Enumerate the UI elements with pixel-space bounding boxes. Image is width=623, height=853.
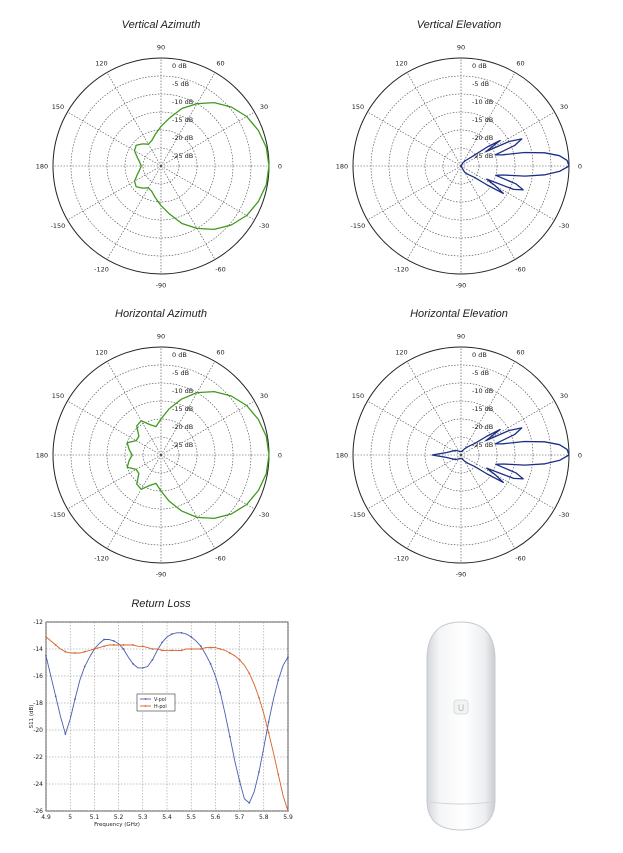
return-loss-point (229, 736, 231, 738)
return-loss-x-tick: 5.6 (210, 814, 221, 821)
polar-angle-label: 150 (51, 103, 65, 111)
return-loss-y-tick: -26 (33, 808, 43, 815)
polar-db-label: -15 dB (472, 116, 494, 124)
polar-angle-label: 90 (156, 43, 166, 52)
return-loss-y-tick: -18 (33, 700, 43, 707)
return-loss-point (171, 633, 173, 635)
polar-angle-label: 120 (395, 348, 408, 357)
polar-angle-label: -150 (50, 511, 66, 519)
polar-angle-label: -60 (515, 265, 526, 274)
polar-db-label: -10 dB (172, 98, 194, 106)
polar-db-label: 0 dB (172, 62, 187, 70)
legend-marker (145, 698, 147, 700)
polar-angle-label: 150 (51, 392, 65, 400)
polar-db-label: -5 dB (172, 369, 190, 377)
polar-angle-label: -150 (350, 222, 366, 230)
polar-db-label: 0 dB (472, 351, 487, 359)
return-loss-point (239, 659, 241, 661)
return-loss-point (113, 640, 115, 642)
return-loss-point (103, 645, 105, 647)
return-loss-point (268, 721, 270, 723)
polar-spoke (107, 166, 161, 260)
polar-angle-label: -120 (394, 265, 409, 274)
polar-spoke (367, 166, 461, 220)
polar-db-label: 0 dB (172, 351, 187, 359)
return-loss-point (55, 644, 57, 646)
polar-angle-label: 90 (456, 43, 466, 52)
return-loss-xlabel: Frequency (GHz) (94, 822, 140, 828)
polar-angle-label: -120 (94, 554, 109, 563)
return-loss-point (277, 774, 279, 776)
polar-angle-label: 180 (35, 451, 49, 460)
return-loss-point (64, 651, 66, 653)
return-loss-x-tick: 4.9 (41, 814, 51, 821)
return-loss-y-tick: -12 (33, 619, 43, 626)
polar-db-label: -20 dB (472, 134, 494, 142)
polar-angle-label: -30 (258, 222, 270, 230)
horizontal-azimuth-title: Horizontal Azimuth (115, 308, 207, 320)
polar-db-label: -25 dB (472, 152, 494, 160)
return-loss-point (219, 691, 221, 693)
return-loss-point (229, 652, 231, 654)
polar-spoke (67, 112, 161, 166)
return-loss-point (277, 679, 279, 681)
polar-angle-label: 90 (156, 332, 166, 341)
polar-angle-label: 60 (516, 348, 525, 357)
polar-spoke (407, 455, 461, 549)
polar-db-label: -15 dB (172, 405, 194, 413)
polar-db-label: -20 dB (172, 134, 194, 142)
polar-angle-label: 150 (351, 103, 365, 111)
return-loss-y-tick: -22 (33, 754, 43, 761)
return-loss-point (45, 655, 47, 657)
return-loss-x-tick: 5.3 (138, 814, 148, 821)
polar-angle-label: 120 (395, 59, 408, 68)
return-loss-point (287, 810, 289, 812)
polar-angle-label: -60 (215, 554, 226, 563)
polar-spoke (67, 166, 161, 220)
return-loss-point (123, 644, 125, 646)
return-loss-point (132, 644, 134, 646)
return-loss-point (152, 648, 154, 650)
return-loss-point (152, 659, 154, 661)
vertical-azimuth-title: Vertical Azimuth (121, 19, 201, 31)
return-loss-point (239, 780, 241, 782)
return-loss-point (84, 666, 86, 668)
return-loss-point (74, 698, 76, 700)
polar-db-label: -10 dB (172, 387, 194, 395)
polar-angle-label: 30 (559, 392, 569, 400)
polar-angle-label: 0 (577, 451, 583, 460)
polar-db-label: -5 dB (172, 80, 190, 88)
return-loss-point (64, 733, 66, 735)
polar-spoke (367, 455, 461, 509)
polar-angle-label: -30 (558, 511, 570, 519)
return-loss-point (45, 636, 47, 638)
return-loss-point (248, 802, 250, 804)
return-loss-point (161, 649, 163, 651)
polar-db-label: 0 dB (472, 62, 487, 70)
return-loss-y-tick: -24 (33, 781, 43, 788)
return-loss-point (268, 732, 270, 734)
polar-angle-label: 90 (456, 332, 466, 341)
return-loss-y-tick: -20 (33, 727, 43, 734)
polar-angle-label: -60 (215, 265, 226, 274)
polar-angle-label: 180 (335, 162, 349, 171)
legend-label: H-pol (154, 704, 167, 710)
polar-angle-label: -90 (155, 570, 167, 579)
return-loss-x-tick: 5.9 (283, 814, 293, 821)
antenna-device-image (423, 620, 499, 832)
return-loss-legend (137, 694, 175, 711)
polar-angle-label: 120 (95, 59, 108, 68)
return-loss-x-tick: 5.4 (162, 814, 172, 821)
return-loss-point (210, 663, 212, 665)
return-loss-point (258, 697, 260, 699)
polar-db-label: -10 dB (472, 98, 494, 106)
polar-angle-label: 60 (216, 348, 225, 357)
return-loss-point (258, 771, 260, 773)
polar-spoke (67, 401, 161, 455)
return-loss-point (123, 648, 125, 650)
polar-angle-label: -120 (94, 265, 109, 274)
polar-angle-label: 150 (351, 392, 365, 400)
polar-angle-label: -150 (350, 511, 366, 519)
polar-angle-label: 60 (216, 59, 225, 68)
polar-spoke (161, 166, 255, 220)
return-loss-x-tick: 5.2 (113, 814, 124, 821)
polar-plot-0 (36, 44, 282, 290)
horizontal-elevation-title: Horizontal Elevation (410, 308, 508, 320)
polar-db-label: -25 dB (172, 441, 194, 449)
return-loss-point (94, 648, 96, 650)
polar-angle-label: 0 (277, 162, 283, 171)
return-loss-chart (29, 619, 293, 828)
return-loss-y-tick: -16 (33, 673, 43, 680)
return-loss-x-tick: 5.8 (259, 814, 269, 821)
return-loss-point (210, 647, 212, 649)
return-loss-point (287, 656, 289, 658)
polar-angle-label: -90 (155, 281, 167, 290)
polar-spoke (407, 361, 461, 455)
polar-angle-label: -60 (515, 554, 526, 563)
polar-angle-label: 60 (516, 59, 525, 68)
polar-db-label: -5 dB (472, 80, 490, 88)
return-loss-point (248, 672, 250, 674)
polar-db-label: -25 dB (472, 441, 494, 449)
legend-marker (145, 705, 147, 707)
return-loss-point (190, 636, 192, 638)
polar-angle-label: 0 (277, 451, 283, 460)
polar-angle-label: -30 (558, 222, 570, 230)
return-loss-point (181, 649, 183, 651)
return-loss-y-tick: -14 (33, 646, 43, 653)
polar-db-label: -20 dB (472, 423, 494, 431)
polar-db-label: -15 dB (172, 116, 194, 124)
polar-db-label: -25 dB (172, 152, 194, 160)
polar-angle-label: -150 (50, 222, 66, 230)
polar-angle-label: 0 (577, 162, 583, 171)
return-loss-x-tick: 5.5 (186, 814, 196, 821)
return-loss-point (84, 651, 86, 653)
polar-spoke (461, 166, 555, 220)
polar-db-label: -10 dB (472, 387, 494, 395)
return-loss-point (200, 645, 202, 647)
return-loss-ylabel: S11 (dB) (29, 704, 35, 729)
polar-spoke (461, 455, 555, 509)
polar-angle-label: -90 (455, 570, 467, 579)
polar-angle-label: 30 (259, 392, 269, 400)
vertical-elevation-title: Vertical Elevation (416, 19, 502, 31)
device-logo-icon: U (457, 704, 465, 714)
polar-angle-label: 120 (95, 348, 108, 357)
polar-spoke (407, 72, 461, 166)
polar-plot-3 (336, 333, 582, 579)
return-loss-point (181, 632, 183, 634)
polar-spoke (107, 72, 161, 166)
polar-angle-label: 30 (559, 103, 569, 111)
return-loss-point (200, 648, 202, 650)
polar-angle-label: 180 (335, 451, 349, 460)
return-loss-point (161, 641, 163, 643)
return-loss-x-tick: 5.7 (234, 814, 245, 821)
polar-spoke (67, 455, 161, 509)
return-loss-x-tick: 5.1 (89, 814, 100, 821)
return-loss-point (132, 663, 134, 665)
return-loss-point (113, 644, 115, 646)
polar-angle-label: -90 (455, 281, 467, 290)
legend-label: V-pol (154, 697, 167, 703)
polar-angle-label: 180 (35, 162, 49, 171)
return-loss-point (219, 648, 221, 650)
polar-plot-2 (36, 333, 282, 579)
return-loss-point (55, 695, 57, 697)
polar-spoke (367, 401, 461, 455)
polar-db-label: -20 dB (172, 423, 194, 431)
polar-spoke (367, 112, 461, 166)
polar-plot-1 (336, 44, 582, 290)
polar-db-label: -15 dB (472, 405, 494, 413)
return-loss-point (142, 645, 144, 647)
return-loss-point (142, 667, 144, 669)
return-loss-point (103, 639, 105, 641)
polar-angle-label: -120 (394, 554, 409, 563)
return-loss-point (74, 652, 76, 654)
return-loss-x-tick: 5 (68, 814, 73, 821)
polar-db-label: -5 dB (472, 369, 490, 377)
polar-angle-label: -30 (258, 511, 270, 519)
polar-spoke (407, 166, 461, 260)
polar-angle-label: 30 (259, 103, 269, 111)
return-loss-title: Return Loss (131, 598, 191, 610)
polar-spoke (161, 455, 255, 509)
return-loss-point (190, 648, 192, 650)
return-loss-point (171, 649, 173, 651)
